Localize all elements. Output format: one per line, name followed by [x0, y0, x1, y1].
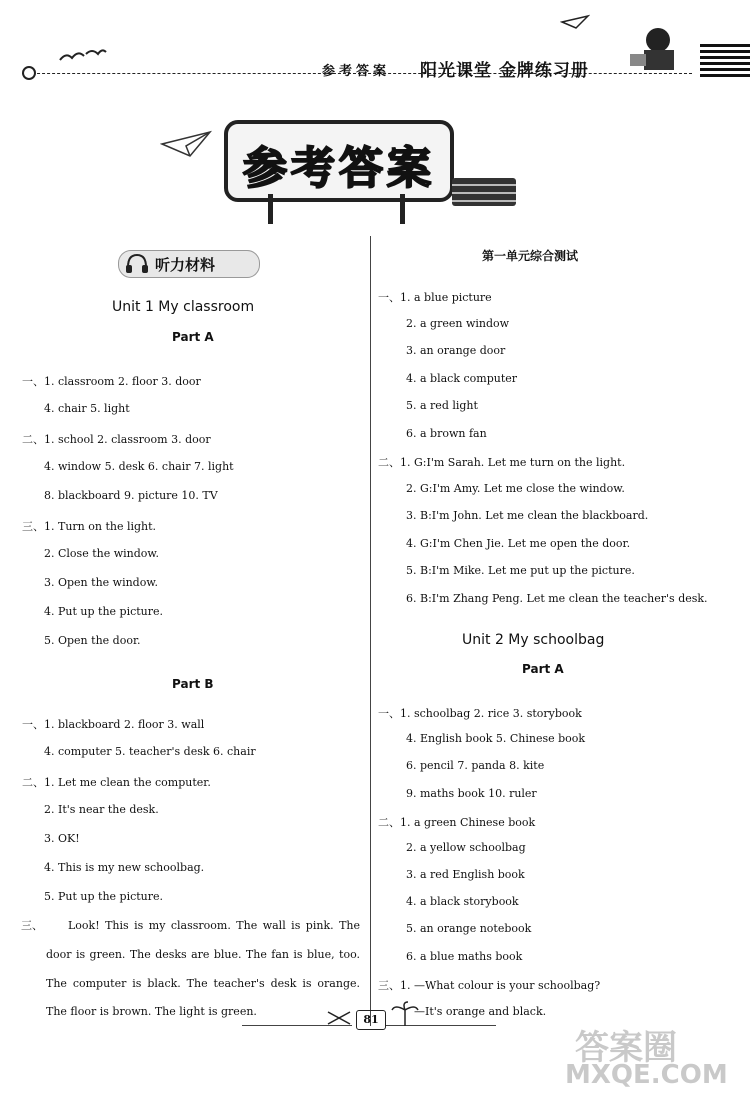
answer-line: 4. chair 5. light: [44, 402, 130, 415]
unit1-partA-title: Part A: [172, 330, 214, 344]
answer-line: 三、1. —What colour is your schoolbag?: [378, 979, 601, 992]
header-brand: 阳光课堂 金牌练习册: [420, 61, 589, 81]
answer-line: 三、1. Turn on the light.: [22, 520, 157, 533]
banner-title: 参考答案: [243, 143, 435, 194]
books-icon: [452, 178, 516, 206]
watermark-url: MXQE.COM: [565, 1060, 728, 1090]
paper-plane-icon: [560, 14, 590, 30]
answer-board: [224, 120, 454, 202]
answer-line: 6. a blue maths book: [406, 950, 523, 963]
answer-line: 3. an orange door: [406, 344, 506, 357]
headphones-icon: [125, 253, 149, 275]
watermark-logo: 答案圈: [575, 1028, 677, 1068]
paragraph-number: 三、: [21, 919, 43, 932]
answer-line: 一、1. schoolbag 2. rice 3. storybook: [378, 707, 582, 720]
answer-line: 3. B:I'm John. Let me clean the blackboard.: [406, 509, 649, 522]
answer-line: 一、1. classroom 2. floor 3. door: [22, 375, 201, 388]
unit2-title: Unit 2 My schoolbag: [462, 632, 605, 648]
answer-line: 5. an orange notebook: [406, 922, 532, 935]
unit2-partA-title: Part A: [522, 662, 564, 676]
answer-line: 二、1. G:I'm Sarah. Let me turn on the light.: [378, 456, 626, 469]
answer-line: 3. OK!: [44, 832, 80, 845]
answer-line: 4. G:I'm Chen Jie. Let me open the door.: [406, 537, 631, 550]
column-divider: [370, 236, 371, 1026]
unit1-title: Unit 1 My classroom: [112, 299, 255, 315]
header-stripes: [700, 44, 750, 80]
answer-line: 2. Close the window.: [44, 547, 160, 560]
answer-line: 一、1. a blue picture: [378, 291, 492, 304]
paragraph-text: Look! This is my classroom. The wall is pink. The door is green. The desks are blue. The fan is blue, too. The computer is black. The teacher's desk is orange. The floor is brown. The light is green.: [46, 919, 360, 1019]
answer-line: 4. English book 5. Chinese book: [406, 732, 586, 745]
answer-line: 4. window 5. desk 6. chair 7. light: [44, 460, 234, 473]
answer-line: 二、1. Let me clean the computer.: [22, 776, 211, 789]
unit1-partB-title: Part B: [172, 677, 214, 691]
answer-line: 2. a green window: [406, 317, 510, 330]
answer-line: 6. pencil 7. panda 8. kite: [406, 759, 545, 772]
answer-line: 9. maths book 10. ruler: [406, 787, 537, 800]
palm-tree-icon: [390, 1000, 420, 1028]
reading-kid-icon: [620, 20, 690, 72]
answer-line: 二、1. a green Chinese book: [378, 816, 536, 829]
listening-label: [118, 250, 260, 278]
page-number: 81: [356, 1010, 386, 1030]
answer-line: 4. Put up the picture.: [44, 605, 164, 618]
answer-line: 5. Open the door.: [44, 634, 141, 647]
listening-label-text: 听力材料: [155, 256, 216, 274]
scissors-icon: [326, 1008, 352, 1028]
header-dot: [22, 66, 36, 80]
answer-line: 2. G:I'm Amy. Let me close the window.: [406, 482, 625, 495]
board-leg-left: [268, 194, 273, 224]
answer-line: 4. a black storybook: [406, 895, 519, 908]
paper-plane-decoration-icon: [160, 128, 216, 162]
answer-line: 6. a brown fan: [406, 427, 487, 440]
answer-line: 5. a red light: [406, 399, 478, 412]
listening-paragraph: [21, 912, 360, 1027]
answer-line: 4. a black computer: [406, 372, 518, 385]
answer-line: 8. blackboard 9. picture 10. TV: [44, 489, 218, 502]
answer-line: 2. It's near the desk.: [44, 803, 159, 816]
answer-line: 5. B:I'm Mike. Let me put up the picture.: [406, 564, 635, 577]
answer-line: 二、1. school 2. classroom 3. door: [22, 433, 211, 446]
answer-line: 3. a red English book: [406, 868, 525, 881]
answer-line: 4. computer 5. teacher's desk 6. chair: [44, 745, 256, 758]
answer-line: —It's orange and black.: [414, 1005, 547, 1018]
answer-line: 4. This is my new schoolbag.: [44, 861, 205, 874]
answer-line: 6. B:I'm Zhang Peng. Let me clean the teacher's desk.: [406, 592, 708, 605]
answer-line: 3. Open the window.: [44, 576, 158, 589]
board-leg-right: [400, 194, 405, 224]
answer-line: 2. a yellow schoolbag: [406, 841, 526, 854]
answer-line: 一、1. blackboard 2. floor 3. wall: [22, 718, 205, 731]
birds-icon: [58, 46, 108, 70]
header-small-title: 参考答案: [322, 64, 391, 79]
unit1-test-title: 第一单元综合测试: [482, 249, 579, 263]
answer-line: 5. Put up the picture.: [44, 890, 164, 903]
